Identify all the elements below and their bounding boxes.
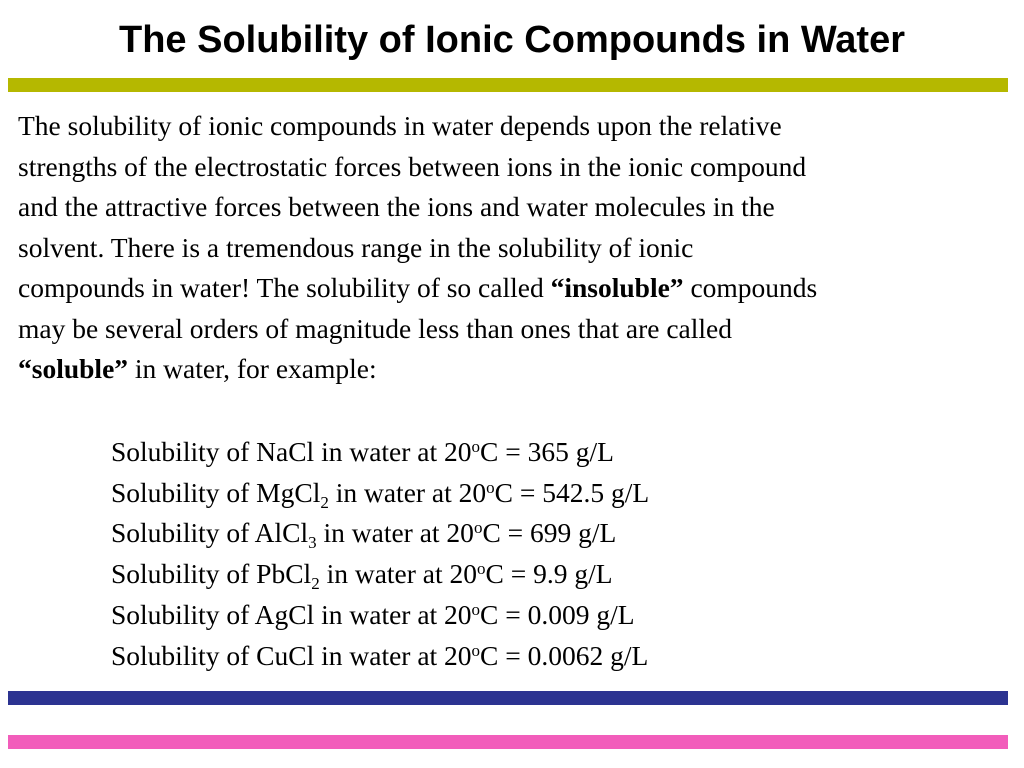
paragraph-text: compounds <box>683 272 818 303</box>
solubility-value: 0.009 g/L <box>527 598 635 630</box>
compound-label: Solubility of AgCl <box>111 598 315 630</box>
condition-text: in water at 20 <box>328 476 487 508</box>
solubility-row <box>111 554 649 595</box>
degree-symbol: o <box>473 518 483 538</box>
formula-subscript: 2 <box>311 574 320 594</box>
condition-text: in water at 20 <box>316 517 474 549</box>
solubility-row <box>111 432 649 473</box>
condition-text: C = <box>480 598 528 630</box>
compound-label: Solubility of NaCl <box>111 436 315 467</box>
bottom-divider <box>8 735 1008 749</box>
condition-text: C = <box>485 558 534 590</box>
degree-symbol: o <box>477 559 486 579</box>
top-divider <box>8 78 1008 92</box>
formula-subscript: 3 <box>308 533 317 553</box>
degree-symbol: o <box>486 477 495 497</box>
solubility-row <box>111 513 649 554</box>
intro-paragraph <box>18 106 1018 390</box>
compound-label: Solubility of AlCl <box>111 517 309 549</box>
condition-text: in water at 20 <box>319 558 477 590</box>
solubility-row <box>111 595 649 636</box>
condition-text: in water at 20 <box>314 436 472 467</box>
paragraph-line: strengths of the electrostatic forces between ions in the ionic compound <box>18 150 807 182</box>
compound-label: Solubility of MgCl <box>111 476 321 508</box>
condition-text: in water at 20 <box>314 598 472 630</box>
solubility-value: 365 g/L <box>527 436 614 467</box>
slide-title: The Solubility of Ionic Compounds in Water <box>118 19 905 61</box>
compound-label: Solubility of PbCl <box>111 558 312 590</box>
solubility-value: 9.9 g/L <box>533 558 613 590</box>
paragraph-line: and the attractive forces between the ions and water molecules in the <box>18 191 775 222</box>
solubility-list <box>111 432 649 676</box>
paragraph-line: may be several orders of magnitude less than ones that are called <box>18 312 732 344</box>
condition-text: C = <box>480 639 528 671</box>
solubility-value: 542.5 g/L <box>542 476 650 508</box>
solubility-value: 699 g/L <box>530 517 617 549</box>
paragraph-line <box>18 268 1018 309</box>
paragraph-line: The solubility of ionic compounds in water depends upon the relative <box>18 110 782 141</box>
condition-text: C = <box>494 476 543 508</box>
paragraph-line <box>18 349 1018 390</box>
solubility-value: 0.0062 g/L <box>527 639 649 671</box>
degree-symbol: o <box>471 437 481 456</box>
paragraph-text: compounds in water! The solubility of so called <box>18 272 551 303</box>
condition-text: C = <box>482 517 531 549</box>
paragraph-line: solvent. There is a tremendous range in the solubility of ionic <box>18 231 694 263</box>
condition-text: C = <box>480 436 528 467</box>
degree-symbol: o <box>471 640 481 660</box>
degree-symbol: o <box>471 599 481 619</box>
formula-subscript: 2 <box>320 492 329 512</box>
paragraph-text: in water, for example: <box>128 353 377 384</box>
soluble-term: “soluble” <box>18 353 129 384</box>
solubility-row <box>111 473 649 514</box>
middle-divider <box>8 691 1008 705</box>
compound-label: Solubility of CuCl <box>111 639 315 671</box>
condition-text: in water at 20 <box>314 639 472 671</box>
solubility-row <box>111 636 649 677</box>
insoluble-term: “insoluble” <box>550 272 684 303</box>
